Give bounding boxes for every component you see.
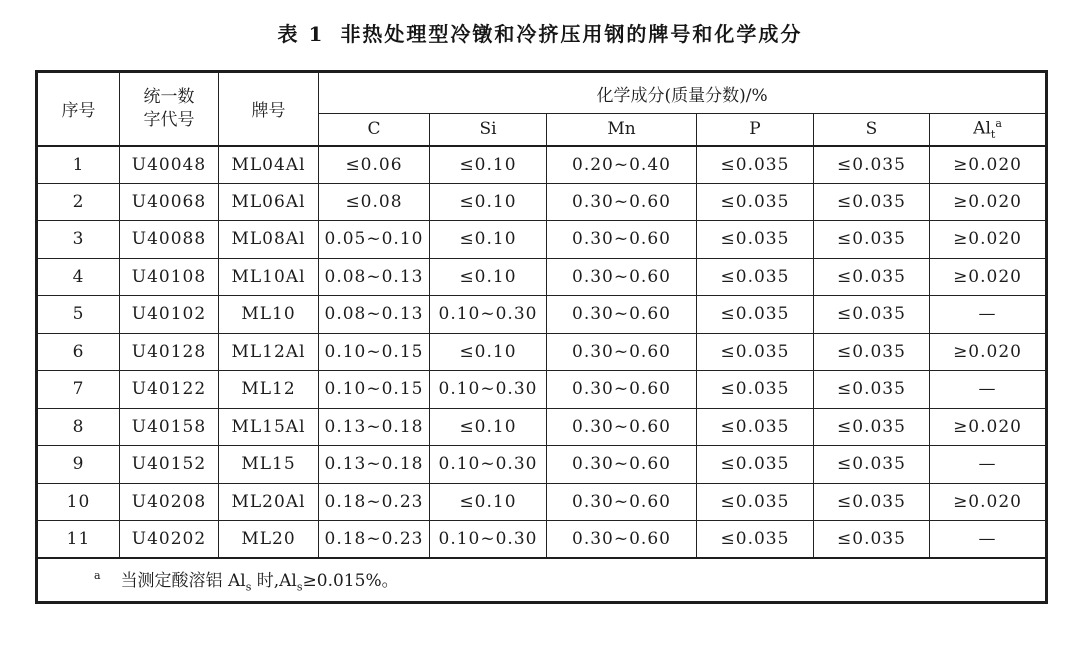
cell-code: U40122 (120, 371, 219, 409)
cell-phosphorus: ≤0.035 (697, 446, 814, 484)
footnote-sub1: s (245, 580, 252, 594)
cell-manganese: 0.30~0.60 (547, 521, 697, 559)
header-cell-element-si: Si (430, 114, 547, 146)
al-symbol: Al (973, 118, 991, 139)
cell-silicon: 0.10~0.30 (430, 296, 547, 334)
cell-grade: ML10 (219, 296, 319, 334)
cell-phosphorus: ≤0.035 (697, 296, 814, 334)
cell-grade: ML15Al (219, 408, 319, 446)
cell-silicon: ≤0.10 (430, 333, 547, 371)
cell-carbon: ≤0.08 (319, 183, 430, 221)
composition-table (35, 70, 1048, 604)
cell-row-no: 8 (37, 408, 120, 446)
cell-phosphorus: ≤0.035 (697, 371, 814, 409)
cell-code: U40208 (120, 483, 219, 521)
cell-aluminium: — (930, 296, 1047, 334)
cell-phosphorus: ≤0.035 (697, 408, 814, 446)
cell-code: U40108 (120, 258, 219, 296)
cell-phosphorus: ≤0.035 (697, 483, 814, 521)
cell-phosphorus: ≤0.035 (697, 183, 814, 221)
cell-aluminium: ≥0.020 (930, 483, 1047, 521)
al-subscript: t (990, 128, 996, 142)
cell-phosphorus: ≤0.035 (697, 221, 814, 259)
cell-grade: ML12Al (219, 333, 319, 371)
cell-silicon: 0.10~0.30 (430, 371, 547, 409)
cell-carbon: 0.05~0.10 (319, 221, 430, 259)
cell-silicon: 0.10~0.30 (430, 521, 547, 559)
table-row (37, 483, 1047, 521)
cell-carbon: 0.13~0.18 (319, 446, 430, 484)
table-row (37, 296, 1047, 334)
cell-silicon: ≤0.10 (430, 408, 547, 446)
table-footer (37, 558, 1047, 602)
header-cell-element-s: S (814, 114, 930, 146)
header-cell-code (120, 72, 219, 146)
footnote-marker: a (94, 569, 101, 583)
table-row (37, 333, 1047, 371)
table-row (37, 221, 1047, 259)
cell-manganese: 0.30~0.60 (547, 333, 697, 371)
header-cell-element-c: C (319, 114, 430, 146)
cell-row-no: 5 (37, 296, 120, 334)
header-cell-no: 序号 (37, 72, 120, 146)
cell-aluminium: ≥0.020 (930, 146, 1047, 184)
table-title-label: 表 1 (277, 22, 325, 46)
cell-manganese: 0.30~0.60 (547, 221, 697, 259)
table-row (37, 408, 1047, 446)
table-row (37, 258, 1047, 296)
cell-manganese: 0.30~0.60 (547, 258, 697, 296)
cell-silicon: ≤0.10 (430, 258, 547, 296)
cell-sulfur: ≤0.035 (814, 183, 930, 221)
footnote-sub2: s (296, 580, 303, 594)
cell-sulfur: ≤0.035 (814, 371, 930, 409)
cell-grade: ML10Al (219, 258, 319, 296)
header-cell-chem-group: 化学成分(质量分数)/% (319, 72, 1047, 114)
cell-row-no: 4 (37, 258, 120, 296)
cell-carbon: 0.08~0.13 (319, 296, 430, 334)
cell-manganese: 0.30~0.60 (547, 371, 697, 409)
cell-carbon: 0.18~0.23 (319, 483, 430, 521)
cell-sulfur: ≤0.035 (814, 258, 930, 296)
cell-sulfur: ≤0.035 (814, 483, 930, 521)
footnote-text-part3: ≥0.015%。 (302, 571, 399, 592)
table-title-text: 非热处理型冷镦和冷挤压用钢的牌号和化学成分 (340, 22, 803, 46)
cell-row-no: 10 (37, 483, 120, 521)
cell-sulfur: ≤0.035 (814, 221, 930, 259)
cell-sulfur: ≤0.035 (814, 333, 930, 371)
table-row (37, 521, 1047, 559)
cell-aluminium: ≥0.020 (930, 333, 1047, 371)
cell-carbon: 0.08~0.13 (319, 258, 430, 296)
cell-carbon: 0.10~0.15 (319, 371, 430, 409)
cell-code: U40068 (120, 183, 219, 221)
header-code-line1: 统一数 (143, 86, 195, 107)
cell-sulfur: ≤0.035 (814, 408, 930, 446)
table-row (37, 371, 1047, 409)
cell-aluminium: ≥0.020 (930, 408, 1047, 446)
cell-manganese: 0.30~0.60 (547, 296, 697, 334)
cell-grade: ML20 (219, 521, 319, 559)
table-row (37, 183, 1047, 221)
cell-code: U40102 (120, 296, 219, 334)
cell-row-no: 7 (37, 371, 120, 409)
cell-aluminium: ≥0.020 (930, 221, 1047, 259)
cell-manganese: 0.30~0.60 (547, 408, 697, 446)
table-header (37, 72, 1047, 146)
cell-code: U40158 (120, 408, 219, 446)
al-footnote-marker: a (995, 117, 1002, 131)
table-row (37, 146, 1047, 184)
cell-row-no: 2 (37, 183, 120, 221)
cell-silicon: ≤0.10 (430, 483, 547, 521)
cell-grade: ML04Al (219, 146, 319, 184)
cell-sulfur: ≤0.035 (814, 146, 930, 184)
table-row (37, 446, 1047, 484)
footnote-text-part1: 当测定酸溶铝 Al (120, 571, 246, 592)
header-cell-grade: 牌号 (219, 72, 319, 146)
cell-silicon: 0.10~0.30 (430, 446, 547, 484)
cell-aluminium: ≥0.020 (930, 183, 1047, 221)
header-code-line2: 字代号 (143, 109, 195, 130)
cell-carbon: 0.18~0.23 (319, 521, 430, 559)
footnote-text-part2: 时,Al (251, 571, 297, 592)
cell-grade: ML12 (219, 371, 319, 409)
cell-code: U40088 (120, 221, 219, 259)
cell-aluminium: — (930, 446, 1047, 484)
header-cell-element-mn: Mn (547, 114, 697, 146)
cell-manganese: 0.20~0.40 (547, 146, 697, 184)
cell-grade: ML15 (219, 446, 319, 484)
cell-sulfur: ≤0.035 (814, 521, 930, 559)
header-cell-element-al (930, 114, 1047, 146)
cell-sulfur: ≤0.035 (814, 296, 930, 334)
cell-silicon: ≤0.10 (430, 146, 547, 184)
cell-silicon: ≤0.10 (430, 221, 547, 259)
cell-grade: ML20Al (219, 483, 319, 521)
cell-code: U40128 (120, 333, 219, 371)
table-body (37, 146, 1047, 559)
cell-silicon: ≤0.10 (430, 183, 547, 221)
cell-carbon: 0.10~0.15 (319, 333, 430, 371)
cell-manganese: 0.30~0.60 (547, 483, 697, 521)
cell-phosphorus: ≤0.035 (697, 258, 814, 296)
cell-phosphorus: ≤0.035 (697, 521, 814, 559)
header-cell-element-p: P (697, 114, 814, 146)
cell-phosphorus: ≤0.035 (697, 333, 814, 371)
cell-row-no: 6 (37, 333, 120, 371)
cell-carbon: 0.13~0.18 (319, 408, 430, 446)
cell-carbon: ≤0.06 (319, 146, 430, 184)
cell-row-no: 11 (37, 521, 120, 559)
cell-code: U40152 (120, 446, 219, 484)
cell-row-no: 9 (37, 446, 120, 484)
cell-sulfur: ≤0.035 (814, 446, 930, 484)
cell-manganese: 0.30~0.60 (547, 183, 697, 221)
footnote-cell (37, 558, 1047, 602)
cell-grade: ML06Al (219, 183, 319, 221)
cell-aluminium: — (930, 521, 1047, 559)
cell-aluminium: — (930, 371, 1047, 409)
cell-phosphorus: ≤0.035 (697, 146, 814, 184)
cell-row-no: 3 (37, 221, 120, 259)
cell-code: U40048 (120, 146, 219, 184)
cell-row-no: 1 (37, 146, 120, 184)
cell-manganese: 0.30~0.60 (547, 446, 697, 484)
cell-code: U40202 (120, 521, 219, 559)
table-title (0, 18, 1080, 47)
cell-aluminium: ≥0.020 (930, 258, 1047, 296)
cell-grade: ML08Al (219, 221, 319, 259)
